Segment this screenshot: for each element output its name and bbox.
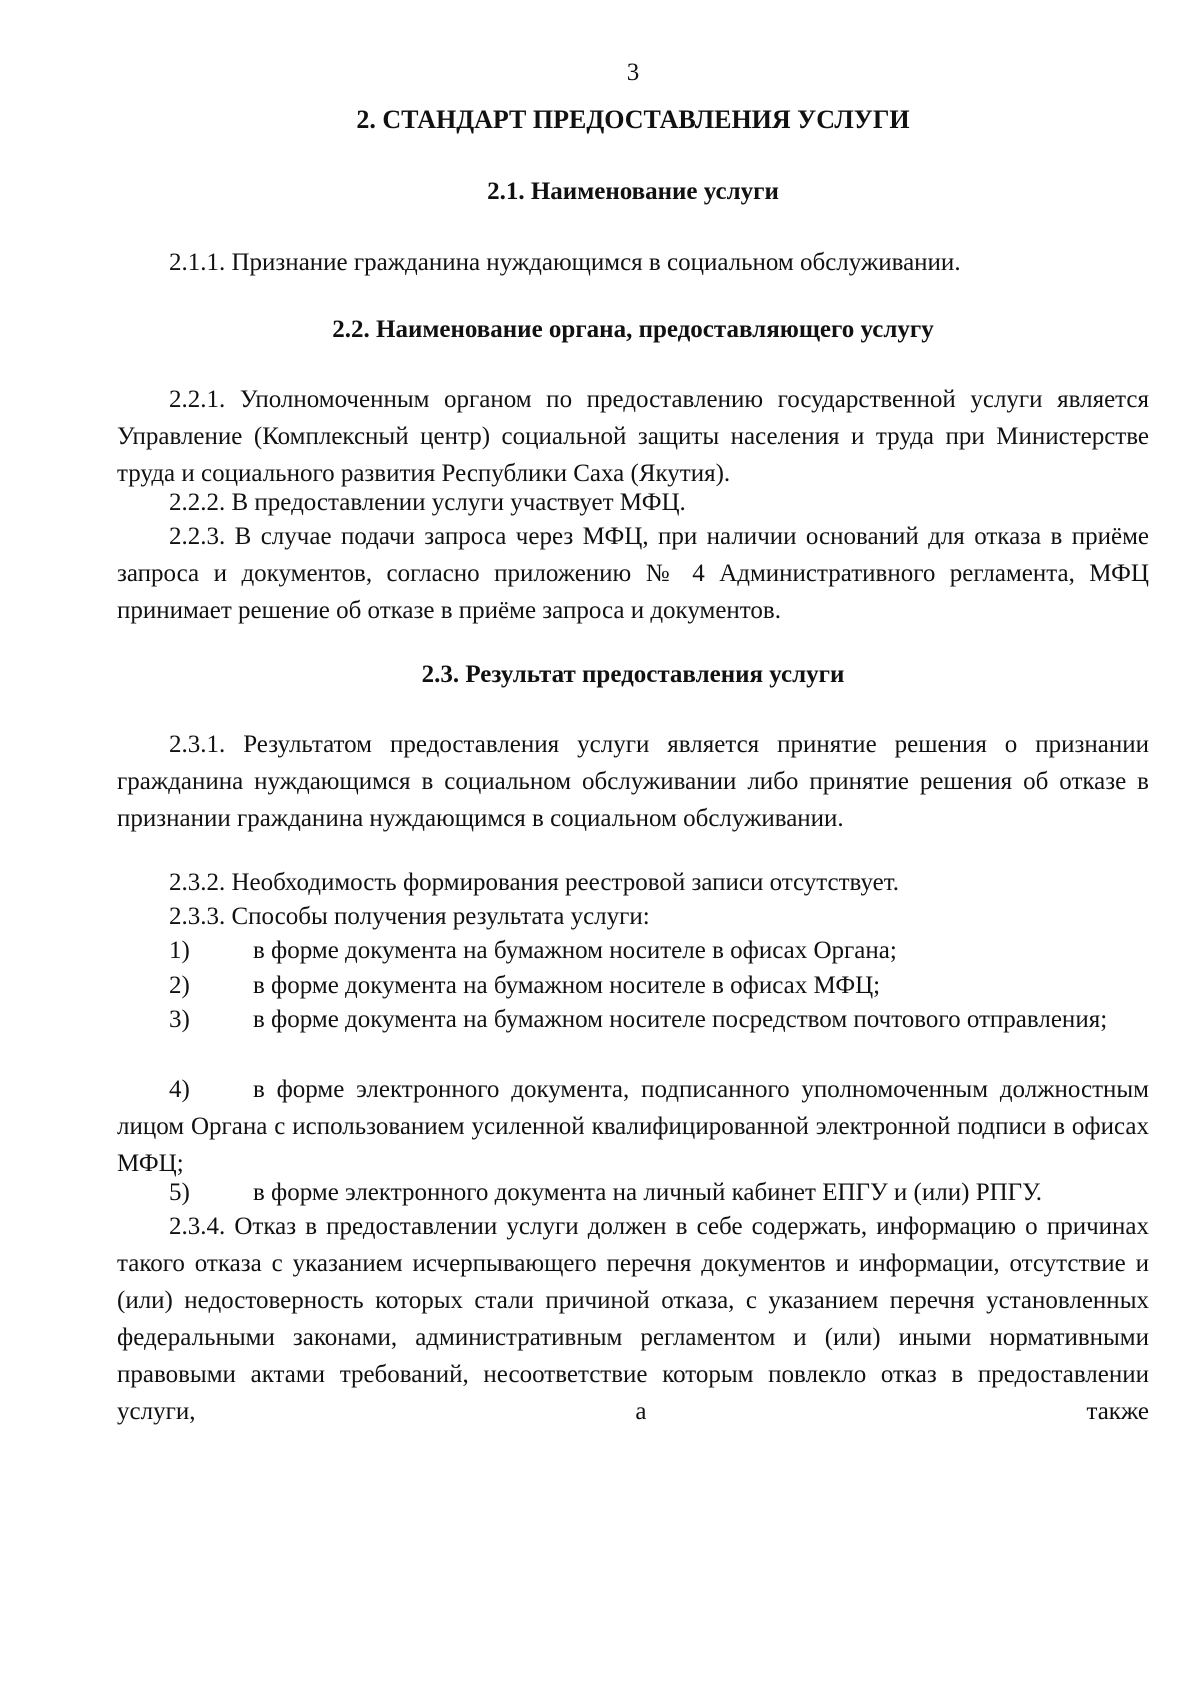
list-item-number: 4) (169, 1076, 190, 1103)
list-item-text: в форме документа на бумажном носителе в офисах МФЦ; (253, 972, 881, 999)
list-item-number: 1) (169, 937, 190, 964)
subsection-title-2-1: 2.1. Наименование услуги (487, 178, 779, 205)
paragraph-2-3-4: 2.3.4. Отказ в предоставлении услуги должен в себе содержать, информацию о причинах такого отказа с указанием исчерпывающего перечня документов и информации, отсутствие и (или) недостоверность которых стали причиной отказа, с указанием перечня установленных федеральными законами, административным регламентом и (или) иными нормативными правовыми актами требований, несоответствие которым повлекло отказ в предоставлении услуги, а также (117, 1213, 1149, 1425)
paragraph-2-2-1: 2.2.1. Уполномоченным органом по предоставлению государственной услуги является Управление (Комплексный центр) социальной защиты населения и труда при Министерстве труда и социального развития Республики Саха (Якутия). (117, 386, 1149, 487)
list-item-text: в форме документа на бумажном носителе в офисах Органа; (253, 937, 897, 964)
subsection-title-2-2: 2.2. Наименование органа, предоставляющего услугу (332, 316, 934, 343)
paragraph-2-3-1: 2.3.1. Результатом предоставления услуги является принятие решения о признании гражданина нуждающимся в социальном обслуживании либо принятие решения об отказе в признании гражданина нуждающимся в социальном обслуживании. (117, 731, 1149, 832)
list-item (117, 932, 1149, 969)
list-item-text: в форме электронного документа на личный кабинет ЕПГУ и (или) РПГУ. (253, 1179, 1042, 1206)
list-item-text: в форме документа на бумажном носителе посредством почтового отправления; (253, 1006, 1108, 1033)
list-item-number: 2) (169, 972, 190, 999)
list-item-number: 5) (169, 1179, 190, 1206)
list-item (117, 1174, 1149, 1211)
list-item (117, 1071, 1149, 1182)
list-item-text: в форме электронного документа, подписанного уполномоченным должностным лицом Органа с использованием усиленной квалифицированной электронной подписи в офисах МФЦ; (117, 1076, 1149, 1177)
list-item (117, 1001, 1149, 1038)
paragraph-2-3-3: 2.3.3. Способы получения результата услуги: (169, 903, 650, 930)
list-item (117, 967, 1149, 1004)
paragraph-2-2-3: 2.2.3. В случае подачи запроса через МФЦ, при наличии оснований для отказа в приёме запроса и документов, согласно приложению № 4 Административного регламента, МФЦ принимает решение об отказе в приёме запроса и документов. (117, 523, 1149, 624)
subsection-title-2-3: 2.3. Результат предоставления услуги (421, 661, 845, 688)
paragraph-2-3-2: 2.3.2. Необходимость формирования реестровой записи отсутствует. (169, 869, 900, 896)
page-number: 3 (626, 59, 640, 86)
section-title: 2. СТАНДАРТ ПРЕДОСТАВЛЕНИЯ УСЛУГИ (356, 105, 910, 134)
list-item-number: 3) (169, 1006, 190, 1033)
paragraph-2-2-2: 2.2.2. В предоставлении услуги участвует МФЦ. (169, 489, 686, 516)
paragraph-2-1-1: 2.1.1. Признание гражданина нуждающимся в социальном обслуживании. (169, 249, 961, 276)
